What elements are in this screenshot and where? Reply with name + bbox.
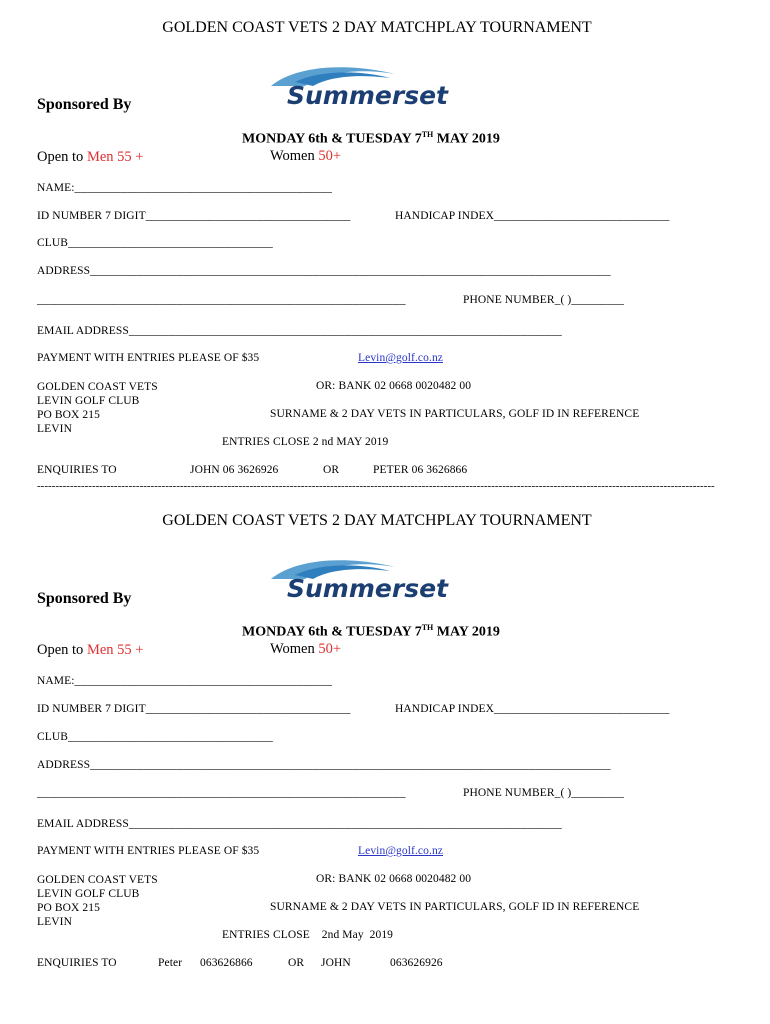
postal-address: GOLDEN COAST VETS LEVIN GOLF CLUB PO BOX 215 LEVIN: [37, 381, 158, 435]
reference-text: SURNAME & 2 DAY VETS IN PARTICULARS, GOLF ID IN REFERENCE: [270, 901, 640, 913]
reference-text: SURNAME & 2 DAY VETS IN PARTICULARS, GOLF ID IN REFERENCE: [270, 408, 640, 420]
club-field[interactable]: CLUB___________________________________: [37, 237, 273, 249]
contact-john-name: JOHN: [321, 957, 351, 969]
contact-john-number: 063626926: [390, 957, 443, 969]
postal-address: GOLDEN COAST VETS LEVIN GOLF CLUB PO BOX 215 LEVIN: [37, 874, 158, 928]
address-field[interactable]: ADDRESS_________________________________________________________________________________________: [37, 265, 611, 277]
email-address-field[interactable]: EMAIL ADDRESS__________________________________________________________________________: [37, 818, 562, 830]
club-field[interactable]: CLUB___________________________________: [37, 731, 273, 743]
address-field[interactable]: ADDRESS_________________________________________________________________________________________: [37, 759, 611, 771]
open-to-text: Open to Men 55 +: [37, 149, 144, 165]
women-age-text: Women 50+: [270, 148, 342, 164]
contact-john: JOHN 06 3626926: [190, 464, 279, 476]
name-field[interactable]: NAME:____________________________________________: [37, 182, 332, 194]
or-text: OR: [288, 957, 305, 969]
sponsored-by-label: Sponsored By: [37, 96, 132, 113]
contact-peter-number: 063626866: [200, 957, 253, 969]
name-field[interactable]: NAME:____________________________________________: [37, 675, 332, 687]
svg-text:Summerset: Summerset: [287, 574, 448, 601]
bank-account-text: OR: BANK 02 0668 0020482 00: [316, 380, 472, 392]
phone-number-field[interactable]: PHONE NUMBER_( )_________: [463, 787, 624, 799]
cut-line-separator: -----------------------------------------------------------------------------------------------------------------------------------------------------------------------------------------: [37, 480, 715, 492]
entries-close-text: ENTRIES CLOSE 2nd May 2019: [222, 929, 394, 941]
email-link[interactable]: Levin@golf.co.nz: [358, 845, 443, 857]
summerset-logo: [265, 64, 465, 113]
summerset-logo: [265, 557, 465, 606]
open-to-text: Open to Men 55 +: [37, 642, 144, 658]
tournament-dates: MONDAY 6th & TUESDAY 7TH MAY 2019: [242, 623, 500, 640]
entries-close-text: ENTRIES CLOSE 2 nd MAY 2019: [222, 436, 389, 448]
address-line-2-field[interactable]: _______________________________________________________________: [37, 294, 406, 306]
women-age-text: Women 50+: [270, 641, 342, 657]
enquiries-label: ENQUIRIES TO: [37, 464, 117, 476]
email-address-field[interactable]: EMAIL ADDRESS__________________________________________________________________________: [37, 325, 562, 337]
sponsored-by-label: Sponsored By: [37, 590, 132, 607]
id-number-field[interactable]: ID NUMBER 7 DIGIT___________________________________: [37, 210, 351, 222]
address-line-2-field[interactable]: _______________________________________________________________: [37, 787, 406, 799]
email-link[interactable]: Levin@golf.co.nz: [358, 352, 443, 364]
svg-text:Summerset: Summerset: [287, 81, 448, 108]
form-title: GOLDEN COAST VETS 2 DAY MATCHPLAY TOURNAMENT: [162, 19, 592, 36]
or-text: OR: [323, 464, 340, 476]
payment-text: PAYMENT WITH ENTRIES PLEASE OF $35: [37, 845, 260, 857]
phone-number-field[interactable]: PHONE NUMBER_( )_________: [463, 294, 624, 306]
bank-account-text: OR: BANK 02 0668 0020482 00: [316, 873, 472, 885]
contact-peter: PETER 06 3626866: [373, 464, 468, 476]
payment-text: PAYMENT WITH ENTRIES PLEASE OF $35: [37, 352, 260, 364]
handicap-index-field[interactable]: HANDICAP INDEX______________________________: [395, 210, 670, 222]
form-title: GOLDEN COAST VETS 2 DAY MATCHPLAY TOURNAMENT: [162, 512, 592, 529]
enquiries-label: ENQUIRIES TO: [37, 957, 117, 969]
tournament-dates: MONDAY 6th & TUESDAY 7TH MAY 2019: [242, 130, 500, 147]
id-number-field[interactable]: ID NUMBER 7 DIGIT___________________________________: [37, 703, 351, 715]
contact-peter-name: Peter: [158, 957, 183, 969]
handicap-index-field[interactable]: HANDICAP INDEX______________________________: [395, 703, 670, 715]
